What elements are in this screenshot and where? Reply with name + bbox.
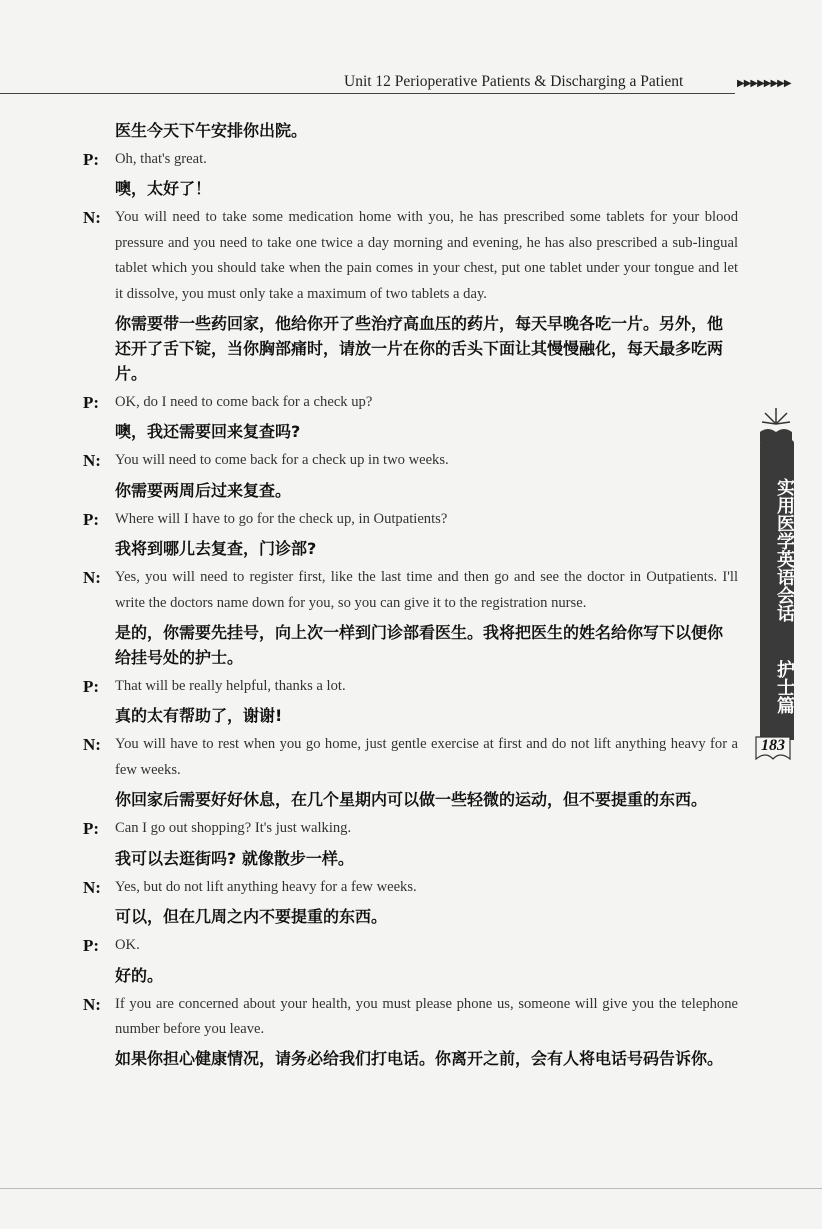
- chinese-line: 你需要带一些药回家，他给你开了些治疗高血压的药片，每天早晚各吃一片。另外，他还开了舌下锭，当你胸部痛时，请放一片在你的舌头下面让其慢慢融化，每天最多吃两片。: [115, 314, 724, 384]
- chinese-line: 噢，太好了！: [115, 179, 212, 199]
- english-line: You will have to rest when you go home, just gentle exercise at first and do not lift anything heavy for a few weeks.: [115, 736, 738, 778]
- chinese-line: 真的太有帮助了，谢谢!: [115, 706, 283, 726]
- chinese-line: 噢，我还需要回来复查吗?: [115, 422, 301, 442]
- english-line: Yes, you will need to register first, like the last time and then go and see the doctor in Outpatients. I'll write the doctors name down for you, so you can give it to the registration nurse.: [115, 569, 738, 611]
- page-number: 183: [761, 737, 785, 754]
- speaker-label: N:: [83, 735, 101, 755]
- speaker-label: P:: [83, 150, 100, 169]
- header-rule: [0, 93, 735, 94]
- opening-chinese-line: 医生今天下午安排你出院。: [115, 121, 308, 140]
- english-line: Can I go out shopping? It's just walking.: [115, 820, 352, 837]
- english-line: Where will I have to go for the check up, in Outpatients?: [115, 510, 448, 527]
- dialogue-entry: [83, 507, 738, 561]
- chinese-line: 你需要两周后过来复查。: [115, 480, 292, 500]
- speaker-label: P:: [83, 393, 100, 413]
- speaker-label: N:: [83, 208, 101, 228]
- english-line: That will be really helpful, thanks a lot.: [115, 678, 346, 695]
- chinese-line: 好的。: [115, 965, 164, 985]
- dialogue-entry: [83, 875, 738, 929]
- speaker-label: N:: [83, 877, 101, 897]
- chinese-line: 是的，你需要先挂号，向上次一样到门诊部看医生。我将把医生的姓名给你写下以便你给挂号处的护士。: [115, 623, 724, 668]
- dialogue-entry: [83, 390, 738, 444]
- dialogue-entry: [83, 448, 738, 502]
- speaker-label: P:: [83, 509, 100, 529]
- header-arrows: ▶▶▶▶▶▶▶▶: [737, 78, 791, 89]
- speaker-label: N:: [83, 994, 101, 1014]
- speaker-label: N:: [83, 451, 101, 471]
- book-title: 实用医学英语会话: [774, 478, 795, 622]
- english-line: Oh, that's great.: [115, 151, 207, 167]
- dialogue-entry: [83, 205, 738, 386]
- speaker-label: N:: [83, 568, 101, 588]
- running-header: Unit 12 Perioperative Patients & Discharging a Patient: [344, 73, 684, 90]
- dialogue-entry: [83, 732, 738, 812]
- chinese-line: 你回家后需要好好休息，在几个星期内可以做一些轻微的运动，但不要提重的东西。: [115, 790, 708, 810]
- dialogue: [83, 118, 738, 1075]
- english-line: You will need to take some medication home with you, he has prescribed some tablets for your blood pressure and you need to take one twice a day morning and evening, he has also prescribed a sub-lingual tablet which you should take when the pain comes in your chest, put one tablet under your tongue and let it dissolve, you must only take a maximum of two tablets a day.: [115, 209, 738, 302]
- footer-rule: [0, 1188, 822, 1189]
- burst-icon: [756, 402, 796, 442]
- speaker-label: P:: [83, 819, 100, 839]
- dialogue-entry: [83, 992, 738, 1072]
- dialogue-entry: [83, 674, 738, 728]
- speaker-label: P:: [83, 936, 100, 956]
- english-line: Yes, but do not lift anything heavy for a few weeks.: [115, 878, 417, 895]
- chinese-line: 我可以去逛街吗? 就像散步一样。: [115, 848, 354, 868]
- book-subtitle: 护士篇: [774, 660, 795, 714]
- chinese-line: 如果你担心健康情况，请务必给我们打电话。你离开之前，会有人将电话号码告诉你。: [115, 1049, 724, 1069]
- chinese-line: 可以，但在几周之内不要提重的东西。: [115, 907, 388, 927]
- speaker-label: P:: [83, 677, 100, 697]
- chinese-line: 我将到哪儿去复查，门诊部?: [115, 539, 317, 559]
- dialogue-entry: [83, 147, 738, 201]
- dialogue-entry: [83, 565, 738, 670]
- dialogue-entry: [83, 816, 738, 870]
- dialogue-entry: [83, 933, 738, 987]
- english-line: If you are concerned about your health, you must please phone us, someone will give you the telephone number before you leave.: [115, 995, 738, 1037]
- english-line: You will need to come back for a check up in two weeks.: [115, 452, 449, 469]
- english-line: OK.: [115, 937, 140, 954]
- english-line: OK, do I need to come back for a check up?: [115, 394, 373, 411]
